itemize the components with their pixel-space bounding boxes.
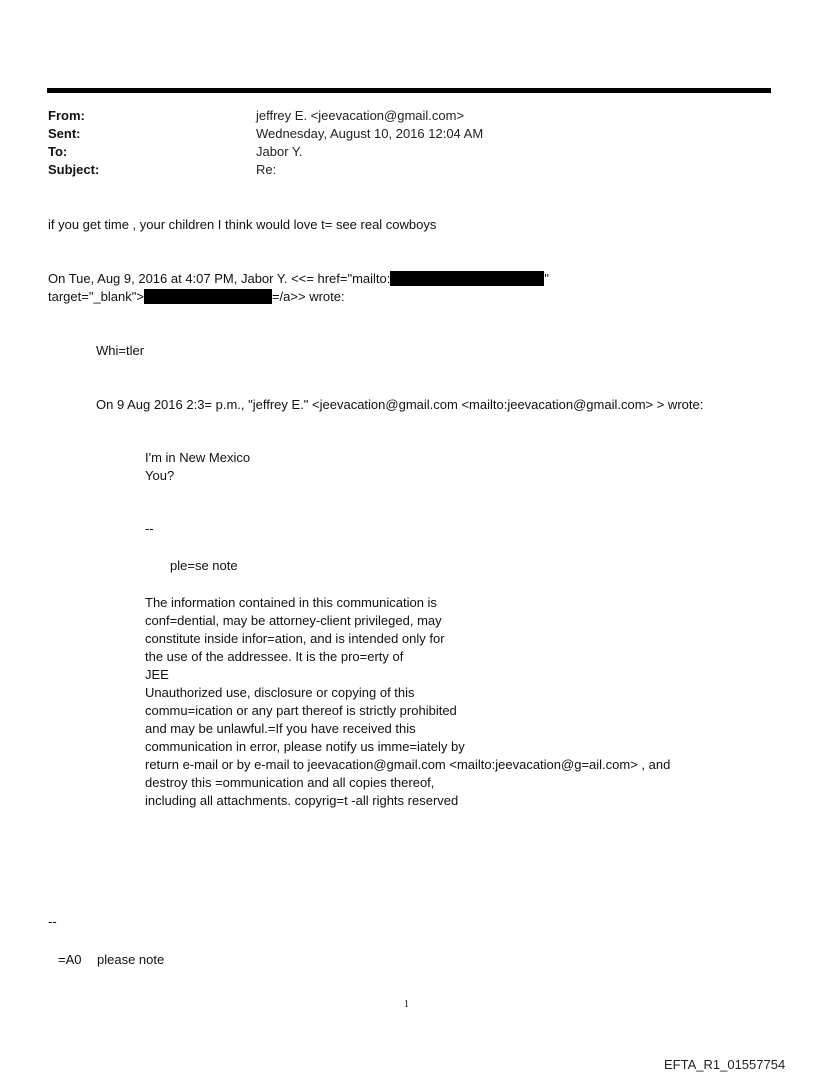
disclaimer-line: commu=ication or any part thereof is strictly prohibited: [145, 703, 457, 718]
disclaimer-line: return e-mail or by e-mail to jeevacation@gmail.com <mailto:jeevacation@g=ail.com> , and: [145, 757, 671, 772]
redaction-bar: [144, 289, 272, 304]
disclaimer-line: the use of the addressee. It is the pro=erty of: [145, 649, 404, 664]
to-label: To:: [48, 144, 68, 159]
quote1-line1-text: On Tue, Aug 9, 2016 at 4:07 PM, Jabor Y. <<= href="mailto:: [48, 271, 391, 286]
disclaimer-line: The information contained in this communication is: [145, 595, 437, 610]
page-number: 1: [404, 999, 409, 1010]
inner-line-1: I'm in New Mexico: [145, 450, 251, 465]
outer-a0: =A0: [58, 952, 82, 967]
quote1-line1-quote: ": [544, 271, 549, 286]
disclaimer-line: Unauthorized use, disclosure or copying of this: [145, 685, 415, 700]
quote1-line1: [48, 271, 549, 287]
inner-signature-dash: --: [145, 521, 154, 536]
disclaimer-line: destroy this =ommunication and all copies thereof,: [145, 775, 435, 790]
disclaimer-line: JEE: [145, 667, 169, 682]
header-rule: [47, 88, 771, 93]
reply-text: if you get time , your children I think would love t= see real cowboys: [48, 217, 437, 232]
disclaimer-line: constitute inside infor=ation, and is intended only for: [145, 631, 445, 646]
disclaimer-line: communication in error, please notify us imme=iately by: [145, 739, 465, 754]
outer-signature-dash: --: [48, 914, 57, 929]
to-value: Jabor Y.: [256, 144, 303, 159]
subject-label: Subject:: [48, 162, 100, 177]
document-id: EFTA_R1_01557754: [664, 1057, 786, 1072]
whistler-text: Whi=tler: [96, 343, 145, 358]
quote1-line2-wrote: =/a>> wrote:: [271, 289, 345, 304]
from-value: jeffrey E. <jeevacation@gmail.com>: [256, 108, 465, 123]
disclaimer-line: conf=dential, may be attorney-client privileged, may: [145, 613, 442, 628]
outer-please-note: please note: [97, 952, 165, 967]
sent-label: Sent:: [48, 126, 81, 141]
sent-value: Wednesday, August 10, 2016 12:04 AM: [256, 126, 484, 141]
quote1-line2: [48, 289, 345, 305]
redaction-bar: [390, 271, 544, 286]
quote1-line2-text: target="_blank">: [48, 289, 144, 304]
disclaimer-line: and may be unlawful.=If you have received this: [145, 721, 416, 736]
inner-line-2: You?: [145, 468, 175, 483]
subject-value: Re:: [256, 162, 277, 177]
quote2-header: On 9 Aug 2016 2:3= p.m., "jeffrey E." <jeevacation@gmail.com <mailto:jeevacation@gmail.com> > wrote:: [96, 397, 704, 412]
inner-please-note: ple=se note: [170, 558, 238, 573]
disclaimer: [145, 594, 670, 810]
from-label: From:: [48, 108, 85, 123]
disclaimer-line: including all attachments. copyrig=t -all rights reserved: [145, 793, 459, 808]
